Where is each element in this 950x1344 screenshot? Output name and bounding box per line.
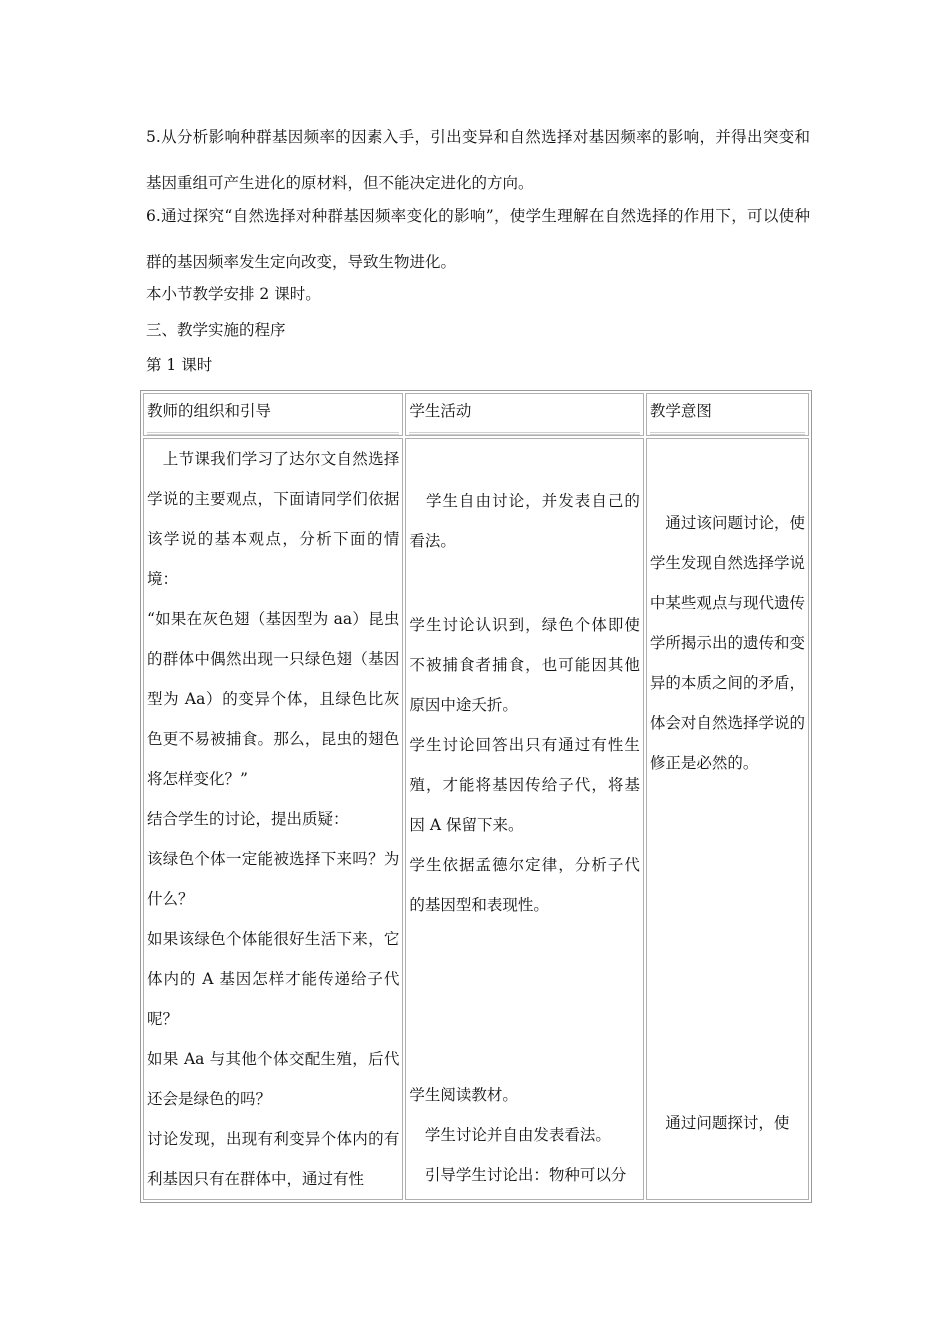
header-intent: 教学意图 [646,393,809,436]
student-cell [405,438,644,1200]
section-heading: 三、教学实施的程序 [146,321,286,339]
teacher-text: 结合学生的讨论，提出质疑： [147,810,349,828]
lesson-table [140,390,812,1203]
intent-text: 通过问题探讨，使 [649,1114,790,1132]
table-row [143,438,809,1200]
header-student: 学生活动 [405,393,644,436]
intent-cell [646,438,809,1200]
student-text: 引导学生讨论出：物种可以分 [409,1166,627,1184]
student-text: 学生阅读教材。 [409,1086,518,1104]
teacher-text: 如果该绿色个体能很好生活下来，它体内的 A 基因怎样才能传递给子代呢？ [147,930,400,1028]
teacher-cell [143,438,403,1200]
lesson-heading: 第 1 课时 [146,356,213,374]
class-hours-note: 本小节教学安排 2 课时。 [146,285,321,303]
header-teacher: 教师的组织和引导 [143,393,403,436]
teacher-text: “如果在灰色翅（基因型为 aa）昆虫的群体中偶然出现一只绿色翅（基因型为 Aa）的变异个体，且绿色比灰色更不易被捕食。那么，昆虫的翅色将怎样变化？” [147,610,400,788]
paragraph-objective-6: 6.通过探究“自然选择对种群基因频率变化的影响”，使学生理解在自然选择的作用下，可以使种群的基因频率发生定向改变，导致生物进化。 [146,207,810,271]
student-text: 学生依据孟德尔定律，分析子代的基因型和表现性。 [409,856,640,914]
intent-text: 通过该问题讨论，使学生发现自然选择学说中某些观点与现代遗传学所揭示出的遗传和变异的本质之间的矛盾，体会对自然选择学说的修正是必然的。 [649,514,805,772]
student-text: 学生讨论并自由发表看法。 [409,1126,611,1144]
student-text: 学生讨论回答出只有通过有性生殖，才能将基因传给子代，将基因 A 保留下来。 [409,736,640,834]
teacher-text: 该绿色个体一定能被选择下来吗？为什么？ [147,850,400,908]
teacher-text: 如果 Aa 与其他个体交配生殖，后代还会是绿色的吗？ [147,1050,400,1108]
paragraph-objective-5: 5.从分析影响种群基因频率的因素入手，引出变异和自然选择对基因频率的影响，并得出突变和基因重组可产生进化的原材料，但不能决定进化的方向。 [146,128,810,192]
teacher-text: 上节课我们学习了达尔文自然选择学说的主要观点，下面请同学们依据该学说的基本观点，分析下面的情境： [147,450,400,588]
teacher-text: 讨论发现，出现有利变异个体内的有利基因只有在群体中，通过有性 [147,1130,400,1188]
student-text: 学生讨论认识到，绿色个体即使不被捕食者捕食，也可能因其他原因中途夭折。 [409,616,640,714]
student-text: 学生自由讨论，并发表自己的看法。 [409,492,640,550]
table-header-row [143,393,809,436]
